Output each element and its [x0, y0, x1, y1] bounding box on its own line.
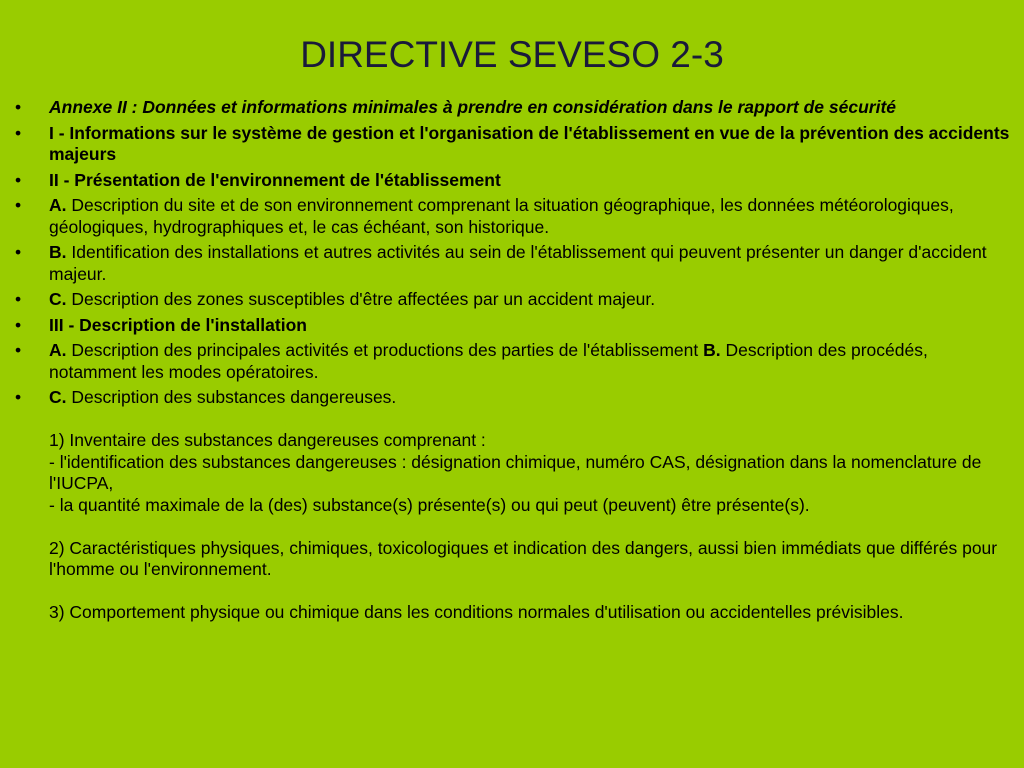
behaviour-paragraph: 3) Comportement physique ou chimique dans les conditions normales d'utilisation ou accidentelles prévisibles.	[49, 602, 904, 622]
item-text: Description des substances dangereuses.	[71, 387, 397, 407]
inventory-paragraph	[49, 430, 1010, 516]
list-item-2c	[14, 289, 1010, 311]
item-letter: B.	[49, 242, 67, 262]
list-item-3a	[14, 340, 1010, 383]
bullet-icon: •	[15, 340, 22, 360]
list-item-3c	[14, 387, 1010, 624]
bullet-icon: •	[15, 97, 22, 117]
inventory-identification: - l'identification des substances dangereuses : désignation chimique, numéro CAS, désignation dans la nomenclature de l'IUCPA,	[49, 451, 982, 493]
list-item-section-3	[14, 315, 1010, 337]
item-text: Description des principales activités et productions des parties de l'établissement	[71, 340, 699, 360]
section-3-heading: III - Description de l'installation	[49, 314, 307, 335]
slide-title: DIRECTIVE SEVESO 2-3	[300, 34, 724, 75]
list-item-section-2	[14, 170, 1010, 192]
section-1-heading: I - Informations sur le système de gestion et l'organisation de l'établissement en vue de la prévention des accidents majeurs	[49, 122, 1010, 164]
bullet-icon: •	[15, 242, 22, 262]
item-text: Description des zones susceptibles d'être affectées par un accident majeur.	[71, 289, 656, 309]
item-letter: C.	[49, 289, 67, 309]
bullet-icon: •	[15, 387, 22, 407]
inventory-title: 1) Inventaire des substances dangereuses comprenant :	[49, 430, 486, 450]
item-text: Description du site et de son environnement comprenant la situation géographique, les données météorologiques, géologiques, hydrographiques et, le cas échéant, son historique.	[49, 195, 954, 237]
bullet-icon: •	[15, 314, 22, 335]
bullet-icon: •	[15, 169, 22, 190]
section-2-heading: II - Présentation de l'environnement de l'établissement	[49, 169, 501, 190]
item-letter: A.	[49, 340, 67, 360]
bullet-icon: •	[15, 122, 22, 143]
inventory-quantity: - la quantité maximale de la (des) substance(s) présente(s) ou qui peut (peuvent) être présente(s).	[49, 494, 810, 515]
annexe-heading: Annexe II : Données et informations minimales à prendre en considération dans le rapport de sécurité	[49, 97, 897, 117]
item-letter-b: B.	[703, 340, 721, 360]
bullet-icon: •	[15, 289, 22, 309]
characteristics-paragraph: 2) Caractéristiques physiques, chimiques, toxicologiques et indication des dangers, aussi bien immédiats que différés pour l'homme ou l'environnement.	[49, 537, 998, 579]
bullet-icon: •	[15, 195, 22, 215]
list-item-annexe	[14, 97, 1010, 119]
list-item-2a	[14, 195, 1010, 238]
item-letter: C.	[49, 387, 67, 407]
list-item-section-1	[14, 123, 1010, 166]
list-item-2b	[14, 242, 1010, 285]
item-text: Identification des installations et autres activités au sein de l'établissement qui peuvent présenter un danger d'accident majeur.	[49, 242, 987, 284]
item-letter: A.	[49, 195, 67, 215]
bullet-list	[14, 97, 1010, 628]
item-text-b: Description des procédés, notamment les modes opératoires.	[49, 340, 928, 382]
